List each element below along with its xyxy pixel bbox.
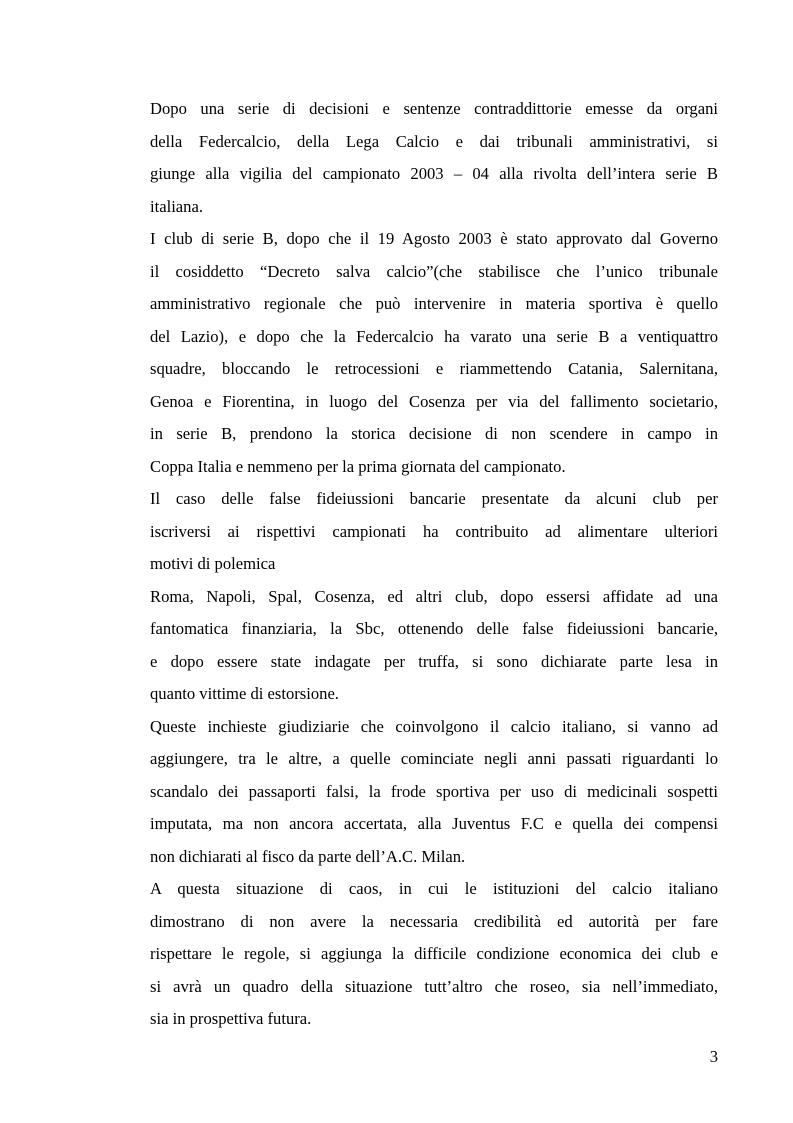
paragraph bbox=[150, 711, 718, 874]
text-line: iscriversi ai rispettivi campionati ha contribuito ad alimentare ulteriori bbox=[150, 521, 718, 541]
text-line: Il caso delle false fideiussioni bancarie presentate da alcuni club per bbox=[150, 489, 718, 508]
paragraph bbox=[150, 483, 718, 581]
text-line: dimostrano di non avere la necessaria credibilità ed autorità per fare bbox=[150, 911, 718, 931]
text-line: italiana. bbox=[150, 196, 203, 216]
paragraph bbox=[150, 93, 718, 223]
page-number: 3 bbox=[709, 1047, 718, 1066]
text-line: Queste inchieste giudiziarie che coinvolgono il calcio italiano, si vanno ad bbox=[150, 716, 718, 736]
text-line: rispettare le regole, si aggiunga la difficile condizione economica dei club e bbox=[150, 944, 718, 963]
text-line: fantomatica finanziaria, la Sbc, ottenendo delle false fideiussioni bancarie, bbox=[150, 619, 718, 638]
text-line: non dichiarati al fisco da parte dell’A.C. Milan. bbox=[150, 846, 466, 866]
body-text bbox=[150, 93, 718, 1036]
text-line: in serie B, prendono la storica decisione di non scendere in campo in bbox=[150, 424, 718, 443]
text-line: motivi di polemica bbox=[150, 554, 276, 573]
text-line: Dopo una serie di decisioni e sentenze contraddittorie emesse da organi bbox=[150, 99, 718, 118]
text-line: Roma, Napoli, Spal, Cosenza, ed altri club, dopo essersi affidate ad una bbox=[150, 586, 718, 606]
text-line: e dopo essere state indagate per truffa, si sono dichiarate parte lesa in bbox=[150, 651, 718, 671]
text-line: Coppa Italia e nemmeno per la prima giornata del campionato. bbox=[150, 456, 566, 476]
text-line: scandalo dei passaporti falsi, la frode sportiva per uso di medicinali sospetti bbox=[150, 781, 718, 801]
text-line: Genoa e Fiorentina, in luogo del Cosenza per via del fallimento societario, bbox=[150, 391, 718, 411]
text-line: I club di serie B, dopo che il 19 Agosto 2003 è stato approvato dal Governo bbox=[150, 229, 718, 248]
text-line: A questa situazione di caos, in cui le istituzioni del calcio italiano bbox=[150, 879, 718, 898]
text-line: sia in prospettiva futura. bbox=[150, 1009, 312, 1028]
text-line: amministrativo regionale che può intervenire in materia sportiva è quello bbox=[150, 294, 718, 313]
paragraph bbox=[150, 223, 718, 483]
text-line: aggiungere, tra le altre, a quelle cominciate negli anni passati riguardanti lo bbox=[150, 749, 718, 768]
text-line: squadre, bloccando le retrocessioni e riammettendo Catania, Salernitana, bbox=[150, 359, 718, 378]
text-line: il cosiddetto “Decreto salva calcio”(che stabilisce che l’unico tribunale bbox=[150, 261, 718, 281]
text-line: della Federcalcio, della Lega Calcio e dai tribunali amministrativi, si bbox=[150, 131, 718, 151]
paragraph bbox=[150, 581, 718, 711]
text-line: imputata, ma non ancora accertata, alla Juventus F.C e quella dei compensi bbox=[150, 814, 718, 833]
text-line: giunge alla vigilia del campionato 2003 – 04 alla rivolta dell’intera serie B bbox=[150, 164, 718, 183]
text-line: del Lazio), e dopo che la Federcalcio ha varato una serie B a ventiquattro bbox=[150, 326, 718, 346]
text-line: quanto vittime di estorsione. bbox=[150, 684, 339, 703]
text-line: si avrà un quadro della situazione tutt’altro che roseo, sia nell’immediato, bbox=[150, 976, 718, 996]
paragraph bbox=[150, 873, 718, 1036]
